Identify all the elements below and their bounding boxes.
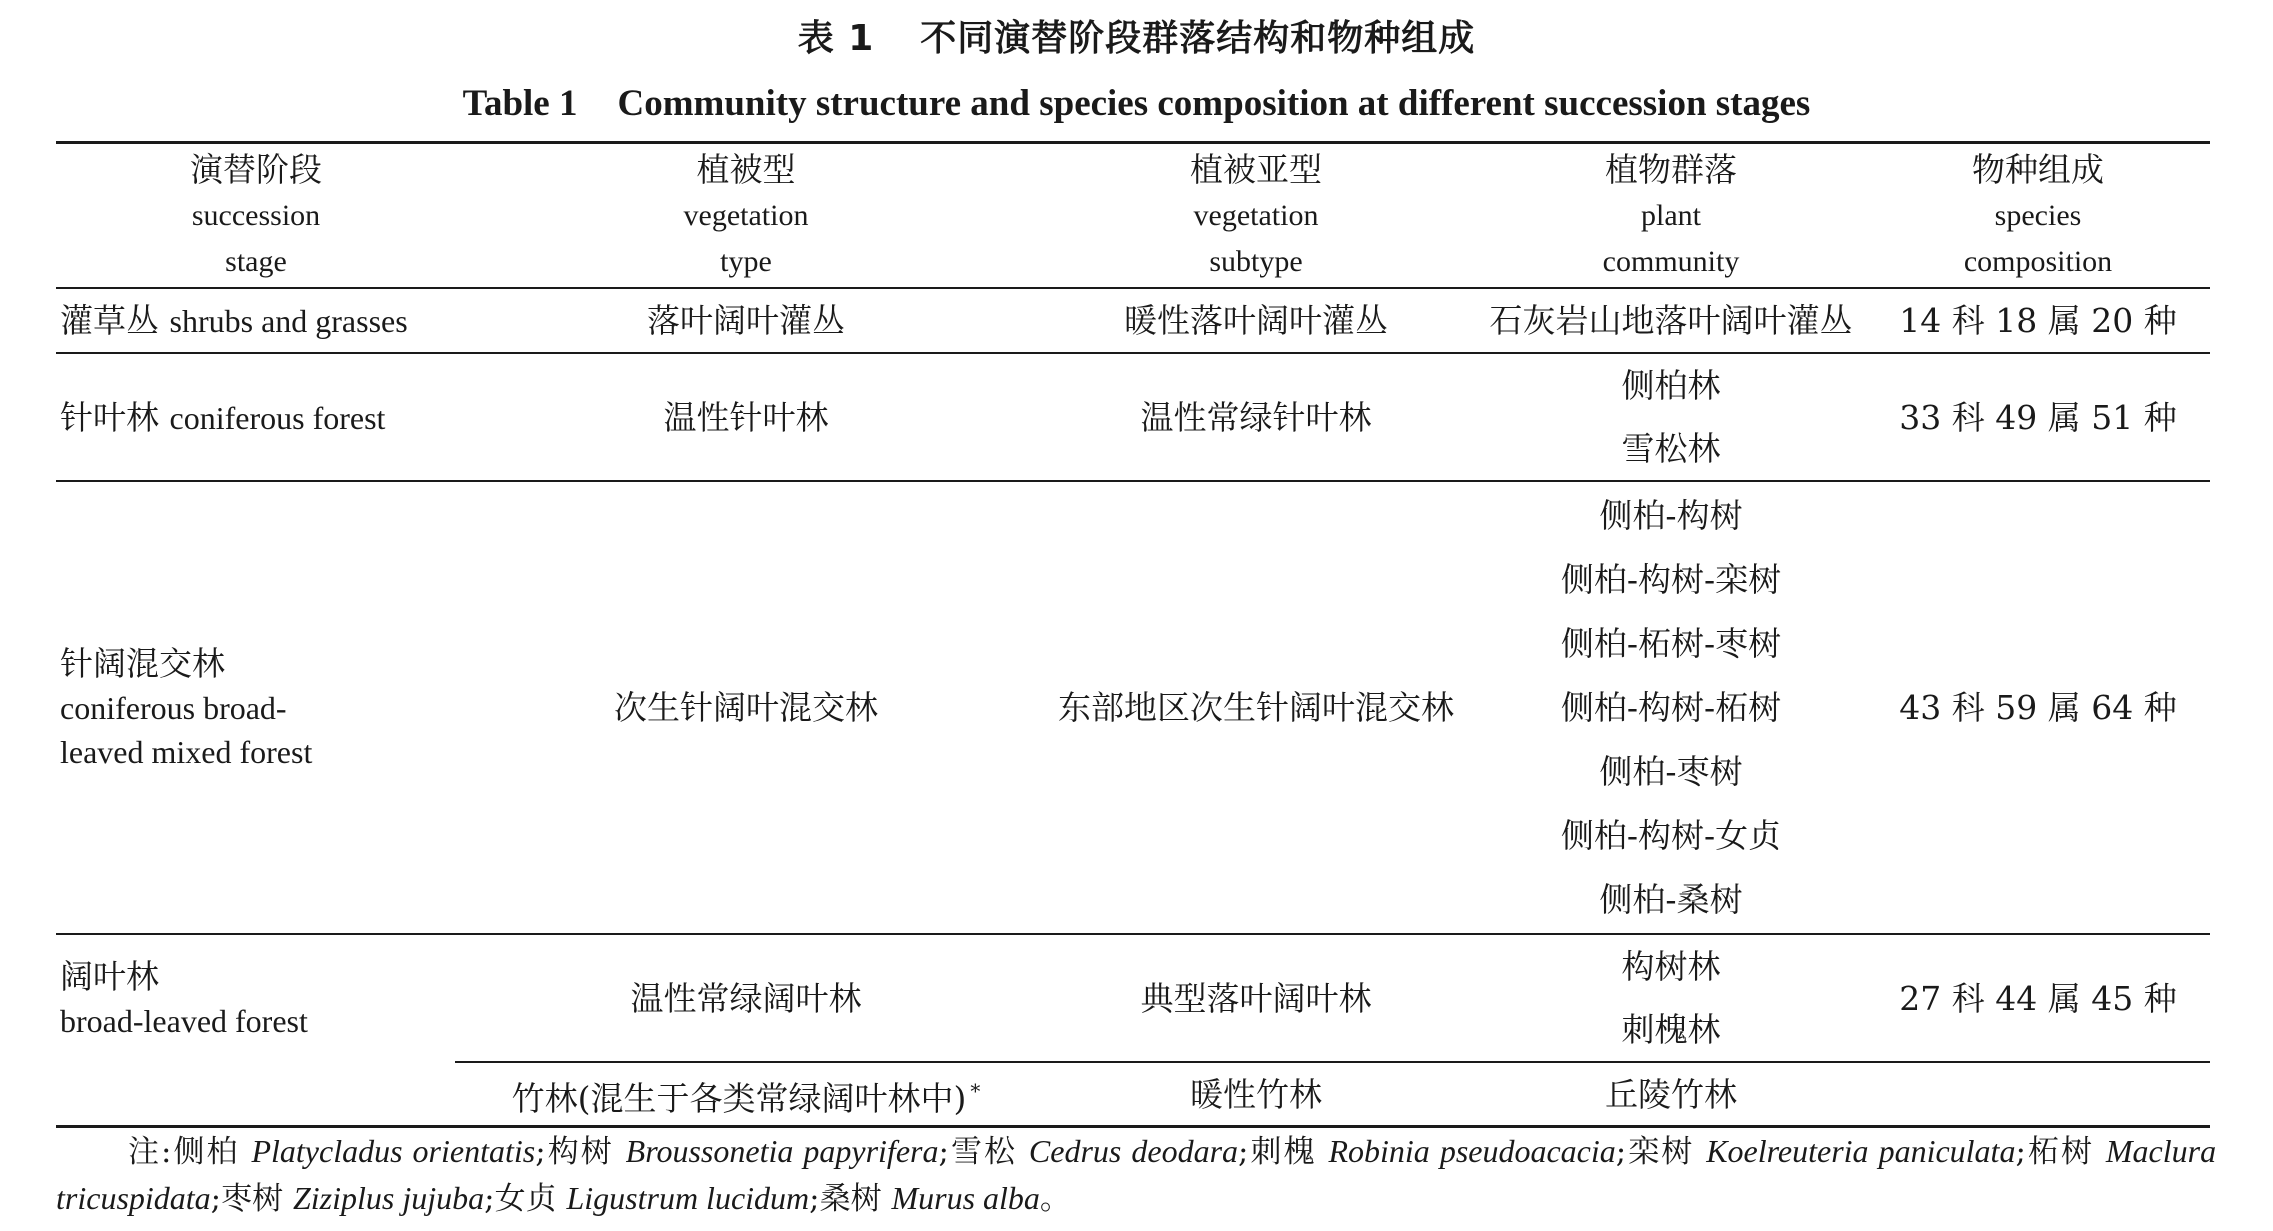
row1-stage-en: shrubs and grasses — [169, 303, 408, 339]
note-sep-4: ; — [1615, 1134, 1627, 1170]
note-cn-5: 栾树 — [1626, 1134, 1695, 1170]
header-subtype-cn: 植被亚型 — [1190, 150, 1322, 189]
note-cn-3: 雪松 — [948, 1134, 1018, 1170]
note-cn-7: 枣树 — [221, 1181, 284, 1217]
row4b-community: 丘陵竹林 — [1605, 1074, 1737, 1114]
row2-composition: 33 科 49 属 51 种 — [1899, 397, 2177, 437]
row2-stage-cn: 针叶林 — [60, 397, 159, 437]
row3-community-1: 侧柏-构树 — [1599, 496, 1743, 535]
row2-community-1: 侧柏林 — [1621, 366, 1721, 406]
note-latin-1: Platycladus orientatis — [251, 1133, 536, 1169]
header-subtype-en2: subtype — [1209, 245, 1303, 278]
row4-stage — [60, 936, 456, 1061]
row4-community-2: 刺槐林 — [1621, 1009, 1721, 1049]
note-sep-7: ; — [484, 1181, 495, 1217]
row2-communities — [1476, 355, 1866, 480]
table-note — [56, 1128, 2216, 1222]
row3-community-2: 侧柏-构树-栾树 — [1560, 560, 1782, 599]
row3-stage — [60, 483, 456, 933]
header-composition-cn: 物种组成 — [1972, 150, 2104, 189]
header-type-en2: type — [720, 245, 772, 278]
row2-type: 温性针叶林 — [663, 397, 829, 437]
row1-type: 落叶阔叶灌丛 — [647, 301, 845, 340]
row3-community-6: 侧柏-构树-女贞 — [1560, 816, 1782, 855]
row4b-type-text: 竹林(混生于各类常绿阔叶林中) — [511, 1078, 967, 1118]
note-sep-1: ; — [535, 1134, 546, 1170]
row3-stage-en-line2: leaved mixed forest — [60, 734, 313, 770]
row4-communities — [1476, 936, 1866, 1061]
row2-community-2: 雪松林 — [1621, 428, 1721, 468]
row1-stage-cn: 灌草丛 — [60, 301, 159, 340]
row4b-type — [456, 1064, 1036, 1125]
row3-type: 次生针阔叶混交林 — [614, 688, 878, 727]
header-col-type — [456, 146, 1036, 286]
table-number-en: Table 1 — [462, 83, 578, 124]
row-rule-1 — [56, 352, 2210, 354]
row3-stage-en-line1: coniferous broad- — [60, 690, 287, 726]
note-end: 。 — [1039, 1181, 1071, 1217]
note-sep-5: ; — [2015, 1134, 2026, 1170]
row3-community-3: 侧柏-柘树-枣树 — [1560, 624, 1782, 663]
note-cn-2: 构树 — [545, 1134, 614, 1170]
header-col-community — [1476, 146, 1866, 286]
note-sep-6: ; — [210, 1181, 222, 1217]
header-col-subtype — [1036, 146, 1476, 286]
table-number-cn: 表 1 — [797, 18, 875, 59]
row2-subtype: 温性常绿针叶林 — [1140, 397, 1372, 437]
note-latin-3: Cedrus deodara — [1028, 1133, 1239, 1169]
row1-community: 石灰岩山地落叶阔叶灌丛 — [1489, 301, 1853, 340]
table-title-cn — [0, 14, 2273, 64]
note-latin-7: Ziziplus jujuba — [292, 1180, 485, 1216]
header-col-composition — [1866, 146, 2210, 286]
row3-composition: 43 科 59 属 64 种 — [1899, 688, 2177, 727]
row1-stage — [60, 290, 456, 352]
header-col-stage — [56, 146, 456, 286]
header-type-en1: vegetation — [683, 199, 809, 232]
header-stage-cn: 演替阶段 — [190, 150, 322, 189]
row1-subtype: 暖性落叶阔叶灌丛 — [1124, 301, 1388, 340]
note-cn-8: 女贞 — [494, 1181, 557, 1217]
row4-composition: 27 科 44 属 45 种 — [1899, 978, 2177, 1018]
header-community-en2: community — [1602, 245, 1740, 278]
note-cn-9: 桑树 — [819, 1181, 882, 1217]
header-composition-en2: composition — [1963, 245, 2113, 278]
table-title-en-text: Community structure and species composition at different succession stages — [617, 83, 1811, 124]
row3-community-4: 侧柏-构树-柘树 — [1560, 688, 1782, 727]
note-latin-2: Broussonetia papyrifera — [625, 1133, 939, 1169]
header-stage-en2: stage — [225, 245, 287, 278]
row2-stage — [60, 355, 456, 480]
note-latin-9: Murus alba — [891, 1180, 1040, 1216]
note-latin-4: Robinia pseudoacacia — [1328, 1133, 1616, 1169]
row4-stage-en: broad-leaved forest — [60, 1002, 308, 1039]
note-sep-3: ; — [1238, 1134, 1249, 1170]
header-community-cn: 植物群落 — [1605, 150, 1737, 189]
row3-stage-cn: 针阔混交林 — [60, 644, 225, 683]
row1-composition: 14 科 18 属 20 种 — [1899, 301, 2177, 340]
row4-type: 温性常绿阔叶林 — [630, 978, 862, 1018]
header-composition-en1: species — [1994, 199, 2082, 232]
note-sep-2: ; — [938, 1134, 949, 1170]
sub-row-rule — [455, 1061, 2210, 1063]
row4b-subtype: 暖性竹林 — [1190, 1074, 1322, 1114]
note-cn-1: 侧柏 — [171, 1134, 240, 1170]
header-type-cn: 植被型 — [696, 150, 796, 189]
table-top-rule — [56, 141, 2210, 144]
note-sep-8: ; — [809, 1181, 820, 1217]
note-cn-6: 柘树 — [2025, 1134, 2094, 1170]
row4-stage-cn: 阔叶林 — [60, 956, 159, 996]
note-cn-4: 刺槐 — [1248, 1134, 1317, 1170]
row3-communities — [1476, 483, 1866, 933]
row3-subtype: 东部地区次生针阔叶混交林 — [1058, 688, 1454, 727]
row2-stage-en: coniferous forest — [169, 399, 386, 436]
header-stage-en1: succession — [191, 199, 321, 232]
header-bottom-rule — [56, 287, 2210, 289]
row3-community-7: 侧柏-桑树 — [1599, 880, 1743, 919]
note-latin-6: Maclura tricuspidata — [56, 1133, 2217, 1216]
header-community-en1: plant — [1641, 199, 1701, 232]
row4-community-1: 构树林 — [1621, 947, 1721, 987]
note-latin-8: Ligustrum lucidum — [566, 1180, 810, 1216]
row-rule-2 — [56, 480, 2210, 482]
row4-subtype: 典型落叶阔叶林 — [1140, 978, 1372, 1018]
note-latin-5: Koelreuteria paniculata — [1706, 1133, 2016, 1169]
table-title-en — [0, 78, 2273, 130]
header-subtype-en1: vegetation — [1193, 199, 1319, 232]
note-label: 注: — [128, 1134, 172, 1170]
row3-community-5: 侧柏-枣树 — [1599, 752, 1743, 791]
row-rule-3 — [56, 933, 2210, 935]
table-title-cn-text: 不同演替阶段群落结构和物种组成 — [920, 18, 1476, 59]
row4b-type-mark: * — [970, 1078, 981, 1103]
